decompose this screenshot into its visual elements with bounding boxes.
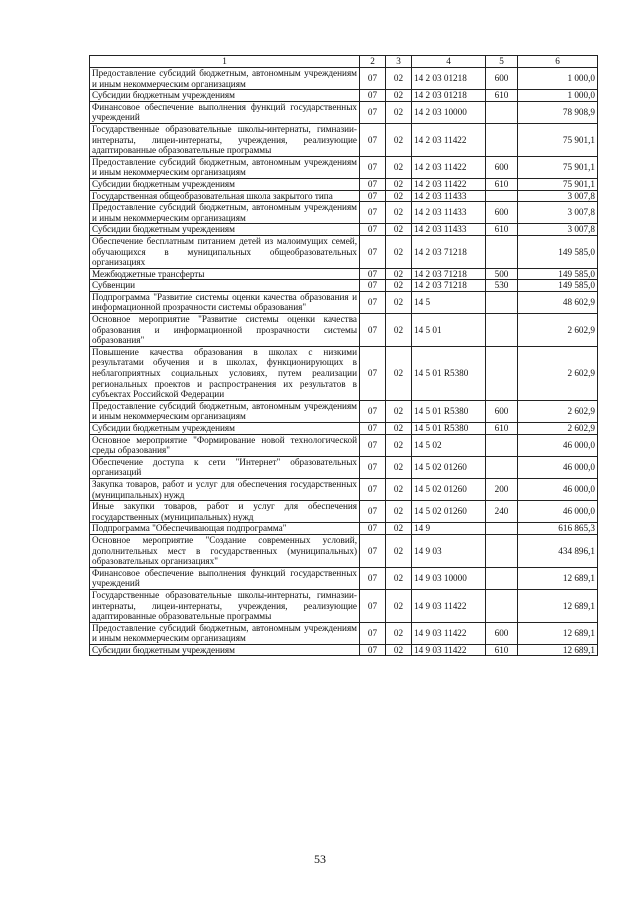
expense-type-cell: 610 xyxy=(486,178,518,190)
section-code-cell: 07 xyxy=(360,68,386,90)
section-code-cell: 07 xyxy=(360,456,386,478)
subsection-code-cell: 02 xyxy=(386,123,412,156)
target-article-cell: 14 9 03 11422 xyxy=(412,644,486,656)
table-header xyxy=(90,56,598,68)
header-col-6: 6 xyxy=(518,56,598,68)
section-code-cell: 07 xyxy=(360,280,386,292)
section-code-cell: 07 xyxy=(360,622,386,644)
amount-cell: 46 000,0 xyxy=(518,434,598,456)
subsection-code-cell: 02 xyxy=(386,291,412,313)
expense-type-cell: 610 xyxy=(486,224,518,236)
table-row xyxy=(90,190,598,202)
subsection-code-cell: 02 xyxy=(386,280,412,292)
amount-cell: 2 602,9 xyxy=(518,423,598,435)
section-code-cell: 07 xyxy=(360,567,386,589)
row-name-cell: Основное мероприятие "Создание современных условий, дополнительных мест в государственных (муниципальных) образовательных организациях" xyxy=(90,534,360,567)
expense-type-cell xyxy=(486,235,518,268)
expense-type-cell: 600 xyxy=(486,156,518,178)
target-article-cell: 14 5 02 01260 xyxy=(412,501,486,523)
expense-type-cell xyxy=(486,456,518,478)
target-article-cell: 14 5 xyxy=(412,291,486,313)
target-article-cell: 14 2 03 10000 xyxy=(412,101,486,123)
amount-cell: 434 896,1 xyxy=(518,534,598,567)
target-article-cell: 14 5 02 01260 xyxy=(412,478,486,500)
subsection-code-cell: 02 xyxy=(386,644,412,656)
row-name-cell: Субсидии бюджетным учреждениям xyxy=(90,644,360,656)
section-code-cell: 07 xyxy=(360,314,386,347)
section-code-cell: 07 xyxy=(360,156,386,178)
table-row xyxy=(90,589,598,622)
subsection-code-cell: 02 xyxy=(386,314,412,347)
amount-cell: 149 585,0 xyxy=(518,268,598,280)
row-name-cell: Закупка товаров, работ и услуг для обеспечения государственных (муниципальных) нужд xyxy=(90,478,360,500)
amount-cell: 2 602,9 xyxy=(518,400,598,422)
subsection-code-cell: 02 xyxy=(386,235,412,268)
row-name-cell: Подпрограмма "Обеспечивающая подпрограмма" xyxy=(90,523,360,535)
target-article-cell: 14 5 02 01260 xyxy=(412,456,486,478)
table-row xyxy=(90,622,598,644)
target-article-cell: 14 2 03 01218 xyxy=(412,90,486,102)
amount-cell: 12 689,1 xyxy=(518,567,598,589)
row-name-cell: Субсидии бюджетным учреждениям xyxy=(90,423,360,435)
section-code-cell: 07 xyxy=(360,423,386,435)
expense-type-cell: 240 xyxy=(486,501,518,523)
target-article-cell: 14 2 03 71218 xyxy=(412,268,486,280)
amount-cell: 12 689,1 xyxy=(518,589,598,622)
target-article-cell: 14 9 03 11422 xyxy=(412,589,486,622)
row-name-cell: Государственная общеобразовательная школа закрытого типа xyxy=(90,190,360,202)
row-name-cell: Субвенции xyxy=(90,280,360,292)
table-row xyxy=(90,202,598,224)
table-row xyxy=(90,314,598,347)
row-name-cell: Основное мероприятие "Формирование новой технологической среды образования" xyxy=(90,434,360,456)
subsection-code-cell: 02 xyxy=(386,523,412,535)
amount-cell: 46 000,0 xyxy=(518,456,598,478)
target-article-cell: 14 9 xyxy=(412,523,486,535)
section-code-cell: 07 xyxy=(360,123,386,156)
page-number: 53 xyxy=(314,852,326,866)
row-name-cell: Предоставление субсидий бюджетным, автономным учреждениям и иным некоммерческим организациям xyxy=(90,156,360,178)
target-article-cell: 14 2 03 71218 xyxy=(412,235,486,268)
subsection-code-cell: 02 xyxy=(386,434,412,456)
amount-cell: 3 007,8 xyxy=(518,202,598,224)
expense-type-cell xyxy=(486,567,518,589)
amount-cell: 46 000,0 xyxy=(518,478,598,500)
subsection-code-cell: 02 xyxy=(386,400,412,422)
table-row xyxy=(90,280,598,292)
amount-cell: 149 585,0 xyxy=(518,280,598,292)
amount-cell: 78 908,9 xyxy=(518,101,598,123)
budget-table xyxy=(89,55,598,656)
row-name-cell: Субсидии бюджетным учреждениям xyxy=(90,224,360,236)
section-code-cell: 07 xyxy=(360,268,386,280)
amount-cell: 2 602,9 xyxy=(518,346,598,400)
expense-type-cell: 610 xyxy=(486,90,518,102)
expense-type-cell: 500 xyxy=(486,268,518,280)
table-row xyxy=(90,101,598,123)
section-code-cell: 07 xyxy=(360,190,386,202)
subsection-code-cell: 02 xyxy=(386,456,412,478)
table-row xyxy=(90,456,598,478)
target-article-cell: 14 5 01 R5380 xyxy=(412,400,486,422)
expense-type-cell: 610 xyxy=(486,644,518,656)
row-name-cell: Субсидии бюджетным учреждениям xyxy=(90,178,360,190)
subsection-code-cell: 02 xyxy=(386,622,412,644)
table-row xyxy=(90,534,598,567)
amount-cell: 48 602,9 xyxy=(518,291,598,313)
expense-type-cell xyxy=(486,434,518,456)
row-name-cell: Субсидии бюджетным учреждениям xyxy=(90,90,360,102)
row-name-cell: Обеспечение доступа к сети "Интернет" образовательных организаций xyxy=(90,456,360,478)
amount-cell: 75 901,1 xyxy=(518,123,598,156)
subsection-code-cell: 02 xyxy=(386,501,412,523)
target-article-cell: 14 5 01 R5380 xyxy=(412,346,486,400)
row-name-cell: Финансовое обеспечение выполнения функций государственных учреждений xyxy=(90,567,360,589)
row-name-cell: Основное мероприятие "Развитие системы оценки качества образования и информационной прозрачности системы образования" xyxy=(90,314,360,347)
table-row xyxy=(90,90,598,102)
header-col-2: 2 xyxy=(360,56,386,68)
target-article-cell: 14 9 03 10000 xyxy=(412,567,486,589)
row-name-cell: Повышение качества образования в школах с низкими результатами обучения и в школах, функционирующих в неблагоприятных социальных условиях, путем реализации региональных проектов и распространения их результатов в субъектах Российской Федерации xyxy=(90,346,360,400)
subsection-code-cell: 02 xyxy=(386,534,412,567)
table-row xyxy=(90,291,598,313)
subsection-code-cell: 02 xyxy=(386,90,412,102)
table-row xyxy=(90,268,598,280)
table-row xyxy=(90,224,598,236)
expense-type-cell: 600 xyxy=(486,202,518,224)
target-article-cell: 14 2 03 11433 xyxy=(412,190,486,202)
section-code-cell: 07 xyxy=(360,434,386,456)
section-code-cell: 07 xyxy=(360,589,386,622)
subsection-code-cell: 02 xyxy=(386,567,412,589)
target-article-cell: 14 2 03 11433 xyxy=(412,224,486,236)
section-code-cell: 07 xyxy=(360,400,386,422)
table-body xyxy=(90,68,598,656)
subsection-code-cell: 02 xyxy=(386,190,412,202)
amount-cell: 12 689,1 xyxy=(518,622,598,644)
row-name-cell: Иные закупки товаров, работ и услуг для обеспечения государственных (муниципальных) нужд xyxy=(90,501,360,523)
section-code-cell: 07 xyxy=(360,478,386,500)
table-row xyxy=(90,523,598,535)
amount-cell: 12 689,1 xyxy=(518,644,598,656)
section-code-cell: 07 xyxy=(360,523,386,535)
expense-type-cell xyxy=(486,523,518,535)
subsection-code-cell: 02 xyxy=(386,423,412,435)
row-name-cell: Государственные образовательные школы-интернаты, гимназии-интернаты, лицеи-интернаты, учреждения, реализующие адаптированные образовательные программы xyxy=(90,589,360,622)
section-code-cell: 07 xyxy=(360,346,386,400)
subsection-code-cell: 02 xyxy=(386,589,412,622)
row-name-cell: Предоставление субсидий бюджетным, автономным учреждениям и иным некоммерческим организациям xyxy=(90,68,360,90)
table-row xyxy=(90,478,598,500)
amount-cell: 46 000,0 xyxy=(518,501,598,523)
table-row xyxy=(90,123,598,156)
amount-cell: 149 585,0 xyxy=(518,235,598,268)
row-name-cell: Подпрограмма "Развитие системы оценки качества образования и информационной прозрачности системы образования" xyxy=(90,291,360,313)
row-name-cell: Обеспечение бесплатным питанием детей из малоимущих семей, обучающихся в муниципальных общеобразовательных организациях xyxy=(90,235,360,268)
section-code-cell: 07 xyxy=(360,101,386,123)
amount-cell: 2 602,9 xyxy=(518,314,598,347)
header-row xyxy=(90,56,598,68)
expense-type-cell xyxy=(486,534,518,567)
header-col-3: 3 xyxy=(386,56,412,68)
subsection-code-cell: 02 xyxy=(386,68,412,90)
table-row xyxy=(90,434,598,456)
subsection-code-cell: 02 xyxy=(386,101,412,123)
expense-type-cell xyxy=(486,101,518,123)
row-name-cell: Межбюджетные трансферты xyxy=(90,268,360,280)
header-col-5: 5 xyxy=(486,56,518,68)
expense-type-cell xyxy=(486,589,518,622)
section-code-cell: 07 xyxy=(360,644,386,656)
subsection-code-cell: 02 xyxy=(386,202,412,224)
subsection-code-cell: 02 xyxy=(386,156,412,178)
expense-type-cell: 610 xyxy=(486,423,518,435)
target-article-cell: 14 5 01 xyxy=(412,314,486,347)
header-col-1: 1 xyxy=(90,56,360,68)
subsection-code-cell: 02 xyxy=(386,224,412,236)
target-article-cell: 14 2 03 11422 xyxy=(412,156,486,178)
table-row xyxy=(90,346,598,400)
target-article-cell: 14 2 03 11433 xyxy=(412,202,486,224)
amount-cell: 3 007,8 xyxy=(518,190,598,202)
target-article-cell: 14 2 03 71218 xyxy=(412,280,486,292)
row-name-cell: Предоставление субсидий бюджетным, автономным учреждениям и иным некоммерческим организациям xyxy=(90,400,360,422)
table-row xyxy=(90,501,598,523)
expense-type-cell: 600 xyxy=(486,68,518,90)
amount-cell: 75 901,1 xyxy=(518,156,598,178)
amount-cell: 1 000,0 xyxy=(518,90,598,102)
section-code-cell: 07 xyxy=(360,291,386,313)
subsection-code-cell: 02 xyxy=(386,346,412,400)
target-article-cell: 14 9 03 xyxy=(412,534,486,567)
expense-type-cell: 600 xyxy=(486,400,518,422)
table-row xyxy=(90,178,598,190)
section-code-cell: 07 xyxy=(360,178,386,190)
table-row xyxy=(90,68,598,90)
subsection-code-cell: 02 xyxy=(386,178,412,190)
expense-type-cell: 600 xyxy=(486,622,518,644)
expense-type-cell xyxy=(486,190,518,202)
section-code-cell: 07 xyxy=(360,224,386,236)
expense-type-cell xyxy=(486,314,518,347)
section-code-cell: 07 xyxy=(360,534,386,567)
amount-cell: 616 865,3 xyxy=(518,523,598,535)
expense-type-cell xyxy=(486,346,518,400)
table-row xyxy=(90,567,598,589)
subsection-code-cell: 02 xyxy=(386,478,412,500)
table-row xyxy=(90,644,598,656)
amount-cell: 1 000,0 xyxy=(518,68,598,90)
expense-type-cell: 530 xyxy=(486,280,518,292)
target-article-cell: 14 2 03 01218 xyxy=(412,68,486,90)
expense-type-cell xyxy=(486,123,518,156)
amount-cell: 75 901,1 xyxy=(518,178,598,190)
expense-type-cell xyxy=(486,291,518,313)
section-code-cell: 07 xyxy=(360,235,386,268)
target-article-cell: 14 5 01 R5380 xyxy=(412,423,486,435)
amount-cell: 3 007,8 xyxy=(518,224,598,236)
section-code-cell: 07 xyxy=(360,202,386,224)
table-row xyxy=(90,423,598,435)
row-name-cell: Государственные образовательные школы-интернаты, гимназии-интернаты, лицеи-интернаты, учреждения, реализующие адаптированные образовательные программы xyxy=(90,123,360,156)
target-article-cell: 14 9 03 11422 xyxy=(412,622,486,644)
subsection-code-cell: 02 xyxy=(386,268,412,280)
row-name-cell: Предоставление субсидий бюджетным, автономным учреждениям и иным некоммерческим организациям xyxy=(90,622,360,644)
section-code-cell: 07 xyxy=(360,90,386,102)
table-row xyxy=(90,156,598,178)
target-article-cell: 14 2 03 11422 xyxy=(412,123,486,156)
expense-type-cell: 200 xyxy=(486,478,518,500)
table-row xyxy=(90,235,598,268)
row-name-cell: Предоставление субсидий бюджетным, автономным учреждениям и иным некоммерческим организациям xyxy=(90,202,360,224)
section-code-cell: 07 xyxy=(360,501,386,523)
table-row xyxy=(90,400,598,422)
target-article-cell: 14 5 02 xyxy=(412,434,486,456)
row-name-cell: Финансовое обеспечение выполнения функций государственных учреждений xyxy=(90,101,360,123)
header-col-4: 4 xyxy=(412,56,486,68)
target-article-cell: 14 2 03 11422 xyxy=(412,178,486,190)
